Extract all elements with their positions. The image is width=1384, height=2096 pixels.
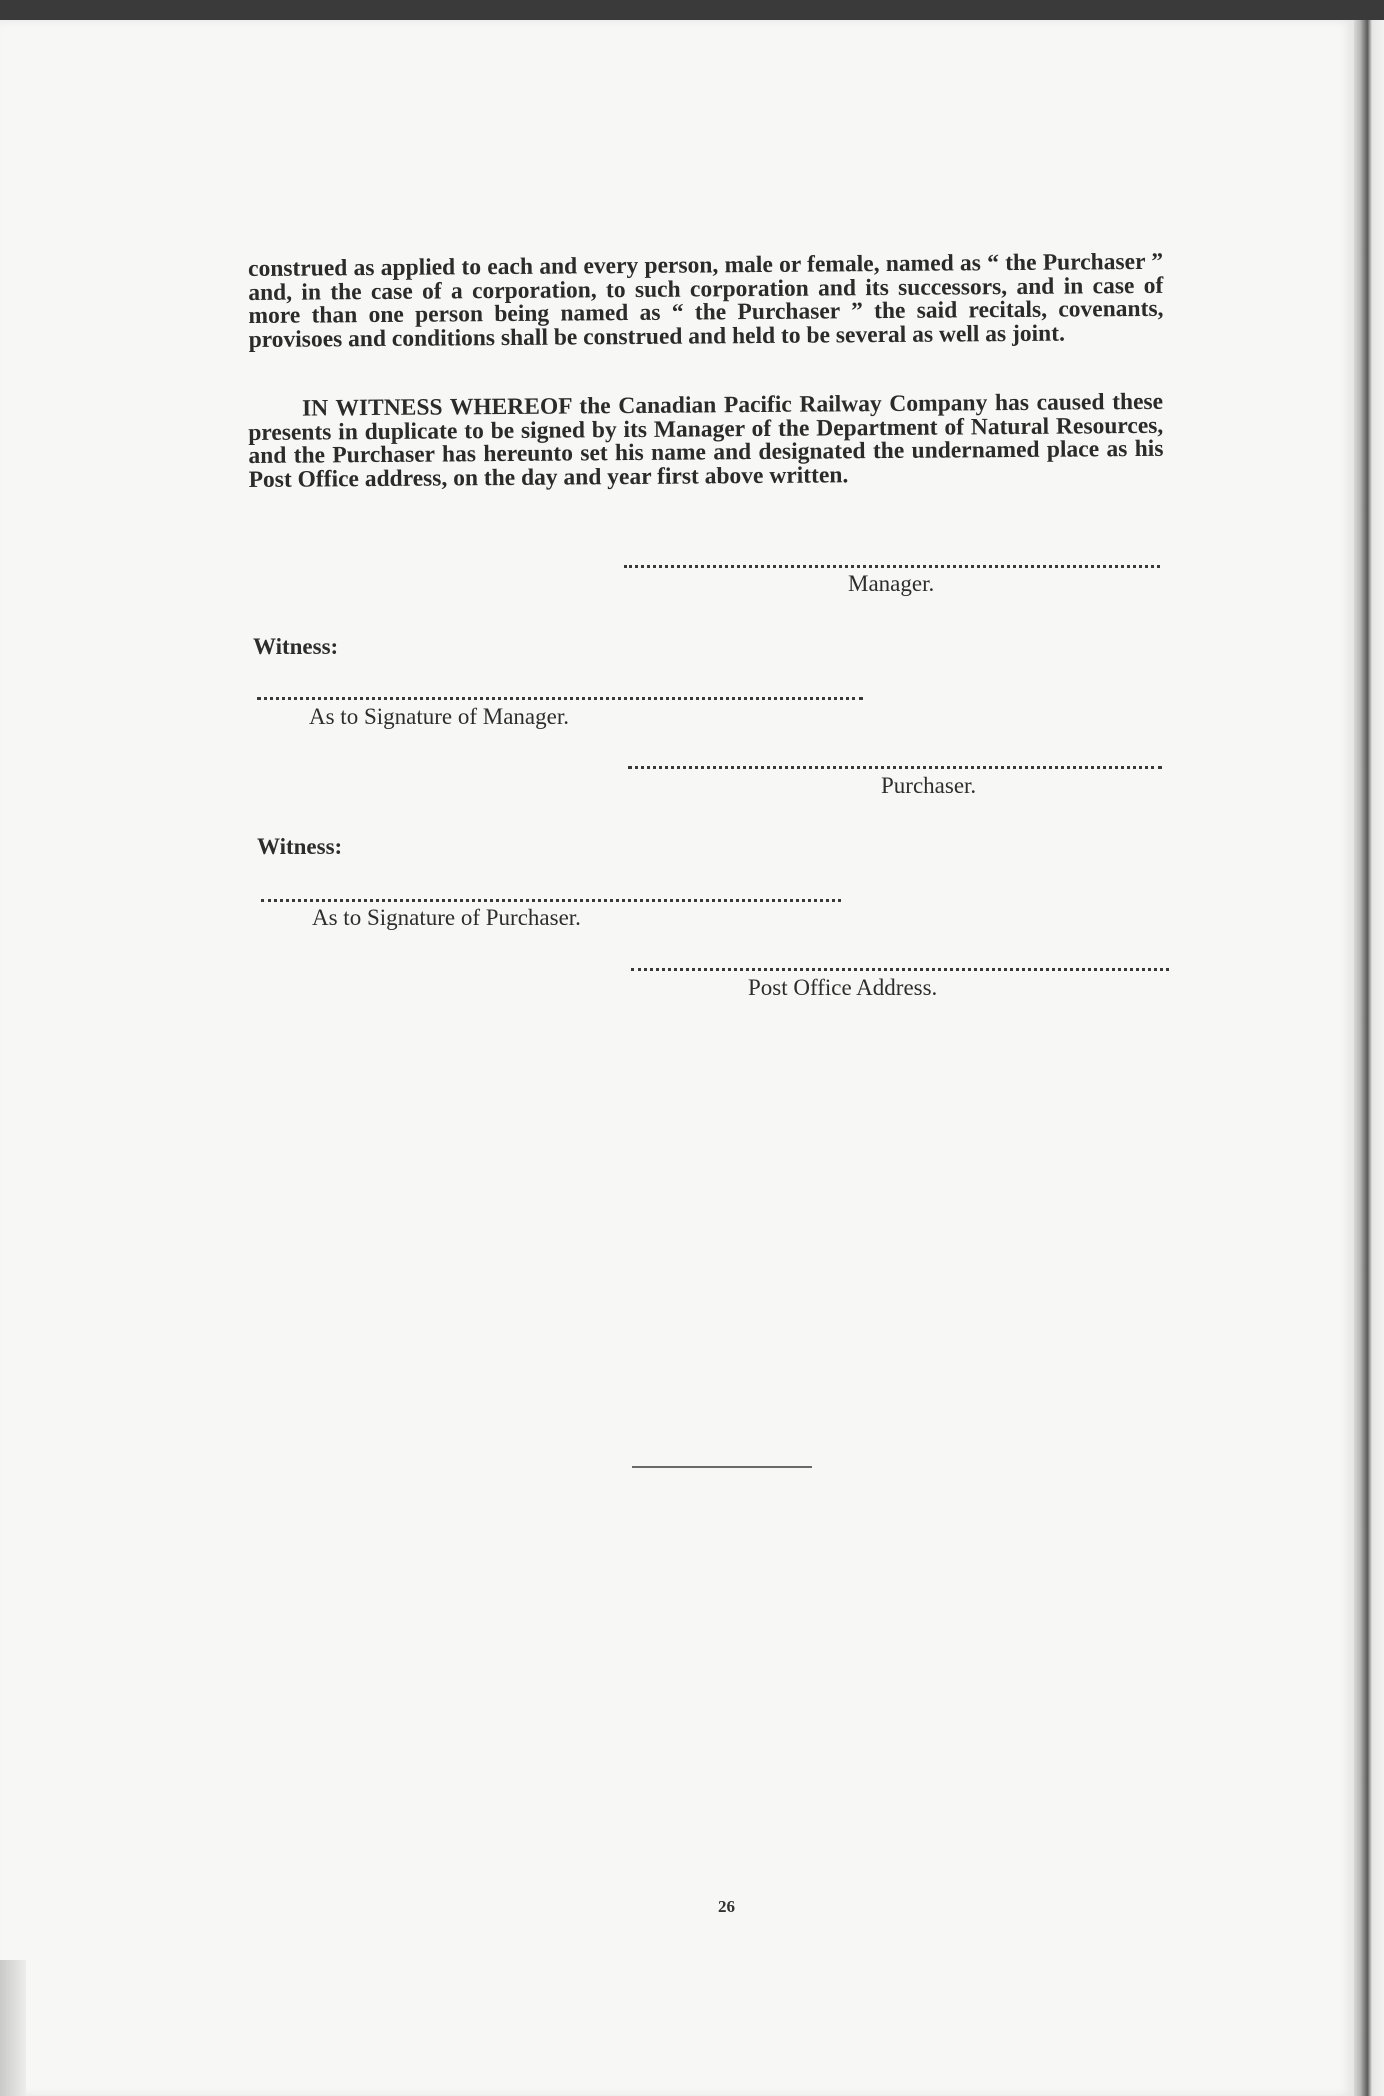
witness-whereof-paragraph: IN WITNESS WHEREOF the Canadian Pacific Railway Company has caused these presents in duplicate to be signed by its Manager of the Department of Natural Resources, and the Purchaser has hereunto set his name and designated the undernamed place as his Post Office address, on the day and year first above written.	[248, 388, 1164, 493]
manager-witness-signature-line	[257, 697, 863, 700]
witness-label-manager: Witness:	[253, 634, 339, 659]
purchaser-witness-caption: As to Signature of Purchaser.	[312, 905, 581, 930]
post-office-address-label: Post Office Address.	[748, 975, 938, 1000]
manager-witness-caption: As to Signature of Manager.	[309, 704, 569, 729]
agreement-paragraph-construed: construed as applied to each and every person, male or female, named as “ the Purchaser ” and, in the case of a corporation, to such corporation and its successors, and in case of more than one person being named as “ the Purchaser ” the said recitals, covenants, provisoes and conditions shall be construed and held to be several as well as joint.	[247, 248, 1164, 353]
post-office-address-line	[631, 968, 1169, 971]
purchaser-witness-signature-line	[261, 899, 841, 902]
manager-label: Manager.	[848, 571, 935, 596]
section-rule	[632, 1466, 812, 1468]
purchaser-label: Purchaser.	[881, 773, 977, 798]
page-binding-edge	[1354, 20, 1384, 2096]
manager-signature-line	[624, 565, 1160, 568]
page-left-edge	[0, 1960, 26, 2096]
page-number: 26	[718, 1897, 735, 1916]
purchaser-signature-line	[628, 766, 1162, 769]
witness-label-purchaser: Witness:	[257, 834, 343, 859]
